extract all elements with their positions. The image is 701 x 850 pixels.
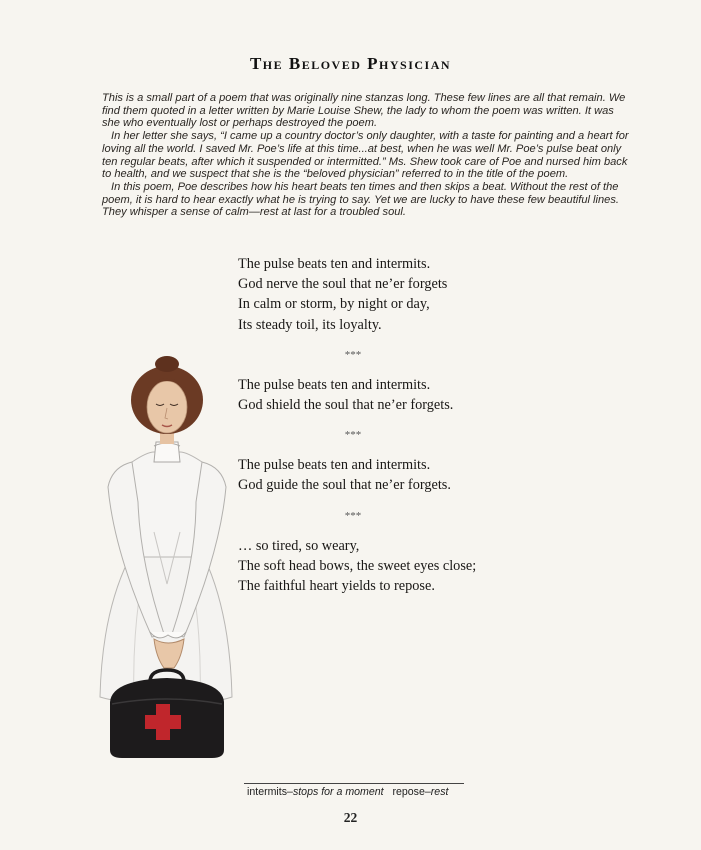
glossary-definition: rest bbox=[430, 786, 449, 798]
glossary-rule bbox=[244, 783, 464, 784]
poem-line: Its steady toil, its loyalty. bbox=[238, 316, 382, 333]
page-number: 22 bbox=[343, 810, 358, 825]
poem-line: In calm or storm, by night or day, bbox=[238, 296, 430, 313]
stanza-1 bbox=[238, 254, 538, 335]
stanza-separator: *** bbox=[344, 509, 362, 522]
intro-text bbox=[102, 92, 634, 219]
poem-line: God shield the soul that ne’er forgets. bbox=[238, 397, 454, 414]
stanza-separator: *** bbox=[344, 429, 362, 442]
poem-line: God guide the soul that ne’er forgets. bbox=[238, 477, 451, 494]
nurse-collar bbox=[154, 442, 180, 462]
poem bbox=[238, 254, 538, 596]
glossary-term: intermits bbox=[247, 786, 288, 798]
poem-line: God nerve the soul that ne’er forgets bbox=[238, 276, 448, 293]
poem-line: The pulse beats ten and intermits. bbox=[238, 457, 431, 474]
nurse-face bbox=[147, 381, 187, 433]
intro-paragraph: In this poem, Poe describes how his heart beats ten times and then skips a beat. Without the rest of the poem, it is hard to hear exactly what he is trying to say. Yet we are lucky to have these few beautiful lines. They whisper a sense of calm—rest at last for a troubled soul. bbox=[102, 180, 619, 219]
glossary: intermits–stops for a moment repose–rest bbox=[247, 786, 449, 798]
poem-line: The soft head bows, the sweet eyes close; bbox=[238, 557, 477, 574]
stanza-3 bbox=[238, 455, 538, 495]
page-title: The Beloved Physician bbox=[249, 54, 452, 73]
poem-line: The pulse beats ten and intermits. bbox=[238, 376, 431, 393]
poem-line: The pulse beats ten and intermits. bbox=[238, 256, 431, 272]
stanza-4 bbox=[238, 536, 538, 597]
poem-line: … so tired, so weary, bbox=[238, 537, 360, 554]
intro-paragraph: In her letter she says, “I came up a country doctor’s only daughter, with a taste for painting and a heart for loving all the world. I saved Mr. Poe’s life at this time...at best, when he was well Mr. Poe’s pulse beat only ten regular beats, after which it suspended or intermitted.” Ms. Shew took care of Poe and nursed him back to health, and we suspect that she is the “beloved physician” referred to in the title of the poem. bbox=[102, 130, 629, 181]
glossary-term: repose bbox=[392, 786, 425, 798]
poem-line: The faithful heart yields to repose. bbox=[238, 578, 435, 595]
intro-paragraph: This is a small part of a poem that was originally nine stanzas long. These few lines are all that remain. We find them quoted in a letter written by Marie Louise Shew, the lady to whom the poem was written. It was she who eventually lost or perhaps destroyed the poem. bbox=[102, 92, 626, 130]
stanza-2 bbox=[238, 375, 538, 415]
nurse-illustration bbox=[92, 352, 242, 762]
glossary-definition: stops for a moment bbox=[292, 786, 384, 798]
stanza-separator: *** bbox=[344, 348, 362, 361]
